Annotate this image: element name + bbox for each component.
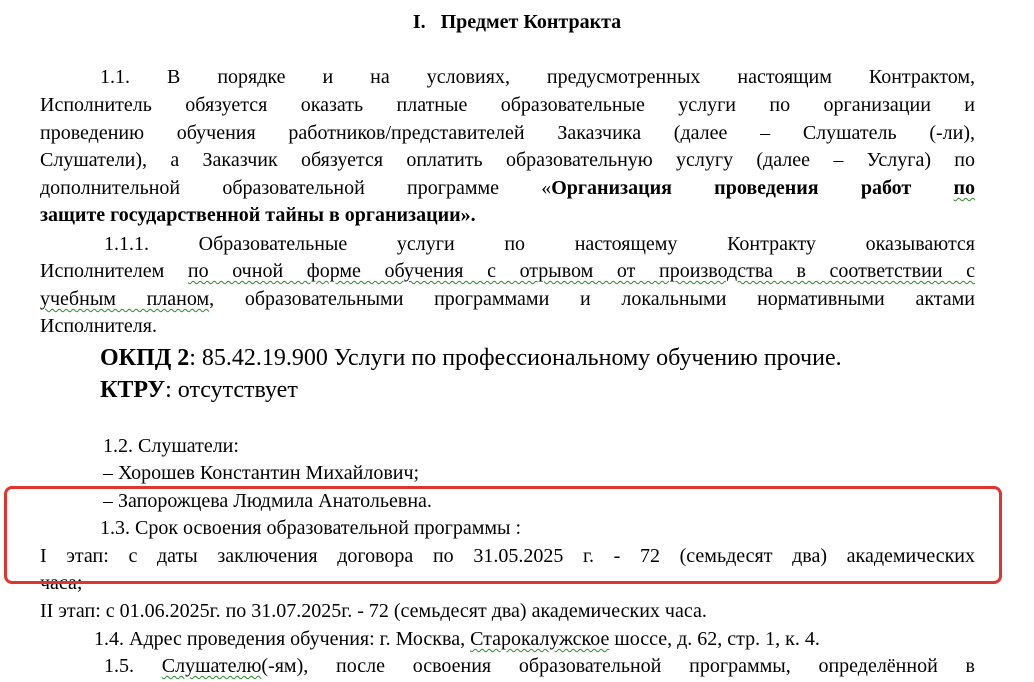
p1-1-1-line3 [40,286,975,313]
section-title: Предмет Контракта [440,11,622,33]
stage1-line2: часа; [40,572,83,594]
program-title-a: Организация проведения работ [551,177,954,199]
p1-1-line5 [40,175,975,202]
okpd-line [100,342,1034,374]
okpd-text: : 85.42.19.900 Услуги по профессиональному обучению прочие. [189,345,842,371]
listener-1: – Хорошев Константин Михайлович; [103,462,420,484]
program-title-sq: по [953,177,975,199]
section-number: I. [412,11,426,33]
listener-2: – Запорожцева Людмила Анатольевна. [103,490,432,512]
p1-2-head: 1.2. Слушатели: [103,435,239,457]
p1-4-line [94,626,1029,653]
stage2-line: II этап: с 01.06.2025г. по 31.07.2025г. - 72 (семьдесят два) академических часа. [40,600,707,622]
p1-5-word: Слушателю [161,655,262,677]
p1-1-1-line4: Исполнителя. [40,315,157,337]
p1-5-a: 1.5. [104,655,162,677]
p1-3-head: 1.3. Срок освоения образовательной программы : [100,517,522,539]
p1-5-line [40,653,975,680]
p1-1-line4: Слушатели), а Заказчик обязуется оплатить образовательную услугу (далее – Услуга) по [40,149,975,171]
p1-4-a: 1.4. Адрес проведения обучения: г. Москва, [94,628,471,650]
ktru-text: : отсутствует [165,377,298,403]
p1-1-1-line2-a: Исполнителем [40,260,188,282]
p1-1-line1: 1.1. В порядке и на условиях, предусмотренных настоящим Контрактом, [100,66,975,88]
p1-1-1-line2 [40,258,975,285]
p1-4-street: Старокалужское [470,628,610,650]
p1-1-line3: проведению обучения работников/представителей Заказчика (далее – Слушатель (-ли), [40,122,975,144]
p1-4-c: шоссе, д. 62, стр. 1, к. 4. [609,628,820,650]
p1-1-1-line3-b: , образовательными программами и локальными нормативными актами [209,288,975,310]
section-heading [0,9,1034,36]
p1-1-line5-text: дополнительной образовательной программе « [40,177,552,199]
program-title-b: защите государственной тайны в организации». [40,204,476,226]
p1-5-c: (-ям), после освоения образовательной программы, определённой в [261,655,976,677]
p1-1-1-line3-a: учебным планом [40,288,210,310]
highlight-annotation [4,486,1002,584]
okpd-label: ОКПД 2 [100,345,190,371]
p1-1-1-line1: 1.1.1. Образовательные услуги по настоящему Контракту оказываются [104,233,975,255]
ktru-label: КТРУ [100,377,166,403]
ktru-line [100,374,1034,406]
p1-1-1-line2-b: по очной форме обучения с отрывом от производства в соответствии с [187,260,976,282]
p1-1-line2: Исполнитель обязуется оказать платные образовательные услуги по организации и [40,94,975,116]
stage1-line1: I этап: с даты заключения договора по 31.05.2025 г. - 72 (семьдесят два) академических [40,545,975,567]
